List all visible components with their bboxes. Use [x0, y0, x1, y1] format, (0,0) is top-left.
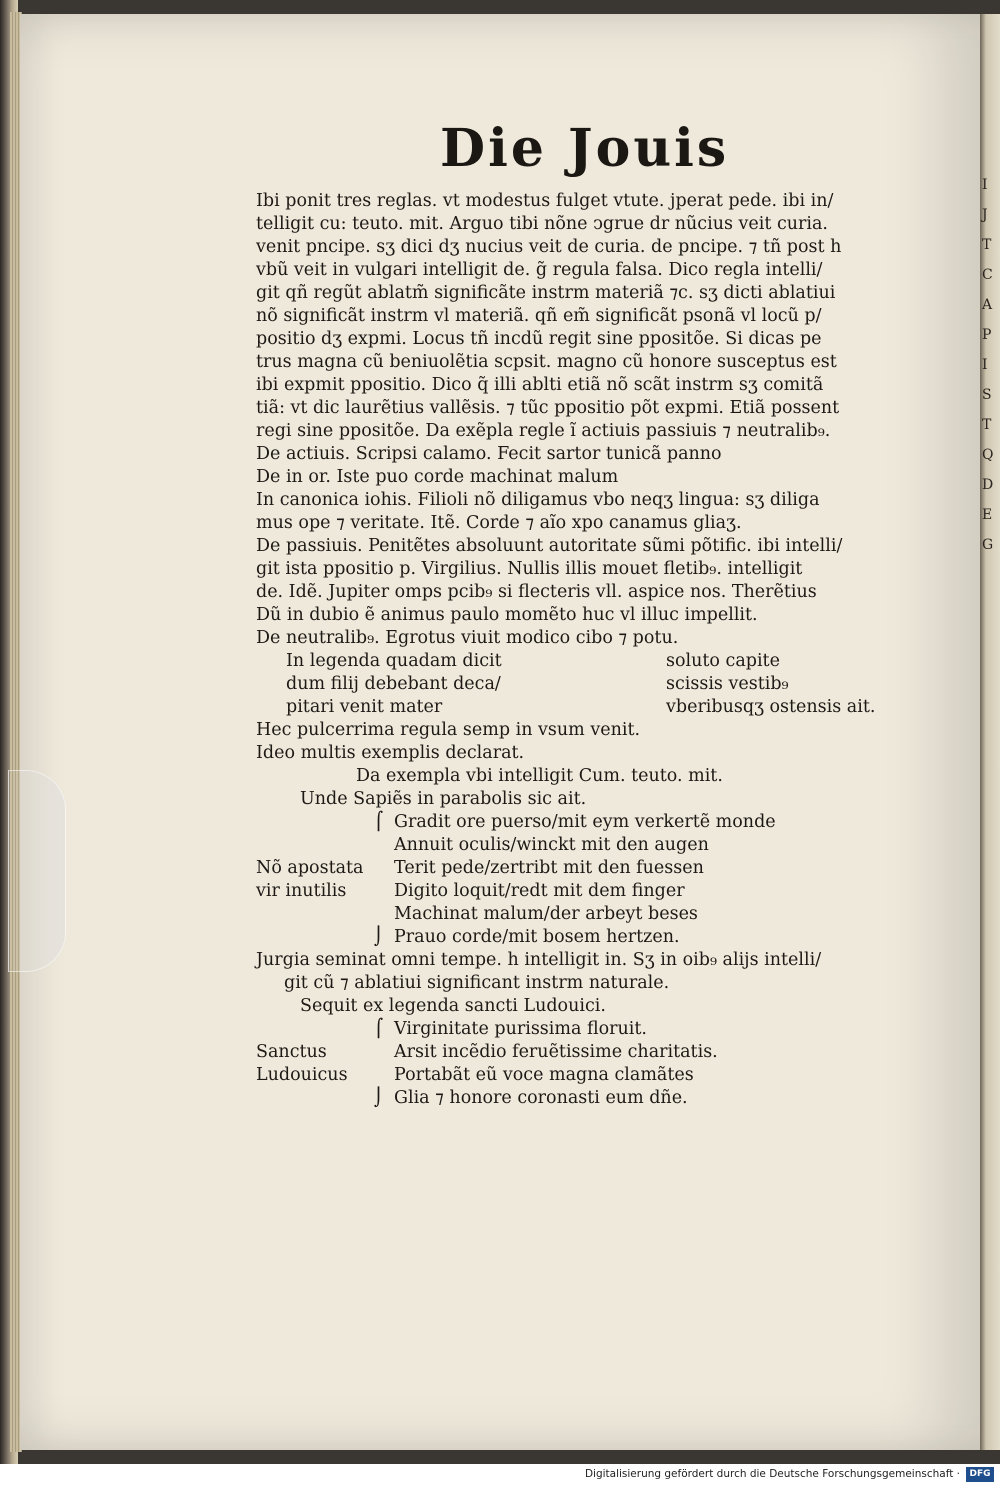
proverb-label: [256, 926, 374, 949]
text-line: De passiuis. Penitẽtes absoluunt autoritate sũmi põtific. ibi intelli/: [256, 536, 843, 556]
proverb-line: Annuit oculis/winckt mit den augen: [394, 835, 709, 855]
bracket-spacer: [374, 834, 394, 857]
text-line: Ideo multis exemplis declarat.: [256, 743, 525, 763]
proverb-label: [256, 811, 374, 834]
margin-glyph: P: [982, 327, 992, 343]
proverb-row: [256, 926, 956, 949]
text-line: Sequit ex legenda sancti Ludouici.: [300, 996, 606, 1016]
proverb-line: Terit pede/zertribt mit den fuessen: [394, 858, 704, 878]
text-line: Hec pulcerrima regula semp in vsum venit.: [256, 720, 641, 740]
margin-glyph: A: [982, 297, 993, 313]
text-line: trus magna cũ beniuolẽtia scpsit. magno cũ honore susceptus est: [256, 352, 837, 372]
bracket-spacer: [374, 1041, 394, 1064]
text-line: git qñ regũt ablatm̃ significãte instrm materiã ⁊c. sʒ dicti ablatiui: [256, 283, 836, 303]
text-line: git cũ ⁊ ablatiui significant instrm naturale.: [284, 973, 670, 993]
text-line: mus ope ⁊ veritate. Itẽ. Corde ⁊ aĩo xpo canamus gliaʒ.: [256, 513, 742, 533]
proverb-row: [256, 857, 956, 880]
text-line: de. Idẽ. Jupiter omps pcib₉ si flecteris vll. aspice nos. Therẽtius: [256, 582, 817, 602]
text-line: git ista ppositio p. Virgilius. Nullis illis mouet fletib₉. intelligit: [256, 559, 803, 579]
margin-glyph: E: [982, 507, 993, 523]
main-text: [256, 190, 956, 1110]
proverb-row: [256, 903, 956, 926]
legend-left: dum filij debebant deca/: [286, 674, 501, 694]
bracket-icon: ⌡: [374, 1088, 384, 1108]
ludovicus-line: Virginitate purissima floruit.: [394, 1019, 647, 1039]
ludovicus-label: [256, 1087, 374, 1110]
bracket-icon: ⌠: [374, 812, 384, 832]
plastic-clip: [8, 770, 66, 972]
bracket-icon: ⌡: [374, 927, 384, 947]
legend-row: [256, 650, 956, 673]
text-line: vbũ veit in vulgari intelligit de. g̃ regula falsa. Dico regla intelli/: [256, 260, 823, 280]
text-line: Dũ in dubio ẽ animus paulo momẽto huc vl illuc impellit.: [256, 605, 758, 625]
text-line: tiã: vt dic laurẽtius vallẽsis. ⁊ tũc ppositio põt expmi. Etiã possent: [256, 398, 840, 418]
legend-left: In legenda quadam dicit: [286, 651, 502, 671]
ludovicus-line: Arsit incẽdio feruẽtissime charitatis.: [394, 1042, 718, 1062]
proverb-row: [256, 880, 956, 903]
legend-left: pitari venit mater: [286, 697, 443, 717]
ludovicus-row: [256, 1087, 956, 1110]
running-head: Die Jouis: [440, 118, 730, 179]
footer-credit: Digitalisierung gefördert durch die Deutsche Forschungsgemeinschaft ·: [584, 1468, 960, 1480]
text-line: De in or. Iste puo corde machinat malum: [256, 467, 619, 487]
margin-glyph: T: [982, 417, 992, 433]
proverb-label: [256, 903, 374, 926]
legend-row: [256, 696, 956, 719]
text-line: De neutralib₉. Egrotus viuit modico cibo ⁊ potu.: [256, 628, 679, 648]
ludovicus-row: [256, 1018, 956, 1041]
text-line: Unde Sapiẽs in parabolis sic ait.: [300, 789, 587, 809]
proverb-row: [256, 811, 956, 834]
margin-glyph: C: [982, 267, 993, 283]
ludovicus-line: Glia ⁊ honore coronasti eum dñe.: [394, 1088, 688, 1108]
margin-glyph: I: [982, 177, 988, 193]
ludovicus-row: [256, 1041, 956, 1064]
ludovicus-label: Ludouicus: [256, 1065, 348, 1085]
ludovicus-label: Sanctus: [256, 1042, 327, 1062]
text-line: Jurgia seminat omni tempe. h intelligit in. Sʒ in oib₉ alijs intelli/: [256, 950, 822, 970]
margin-glyph: D: [982, 477, 994, 493]
legend-row: [256, 673, 956, 696]
proverb-line: Gradit ore puerso/mit eym verkertẽ monde: [394, 812, 776, 832]
ludovicus-row: [256, 1064, 956, 1087]
text-line: Ibi ponit tres reglas. vt modestus fulget vtute. jperat pede. ibi in/: [256, 191, 834, 211]
text-line: telligit cu: teuto. mit. Arguo tibi nõne ↄgrue dr nũcius veit curia.: [256, 214, 828, 234]
margin-glyph: Q: [982, 447, 994, 463]
proverb-line: Machinat malum/der arbeyt beses: [394, 904, 698, 924]
ludovicus-label: [256, 1018, 374, 1041]
facing-page-margin: [982, 170, 1000, 560]
proverb-label: vir inutilis: [256, 881, 347, 901]
text-line: De actiuis. Scripsi calamo. Fecit sartor tunicã panno: [256, 444, 722, 464]
proverb-label: [256, 834, 374, 857]
margin-glyph: T: [982, 237, 992, 253]
bracket-icon: ⌠: [374, 1019, 384, 1039]
margin-glyph: I: [982, 357, 988, 373]
dfg-logo-icon[interactable]: DFG: [966, 1467, 994, 1482]
proverb-label: Nõ apostata: [256, 858, 364, 878]
text-line: ibi expmit ppositio. Dico q̃ illi ablti etiã nõ scãt instrm sʒ comitã: [256, 375, 824, 395]
text-line: venit pncipe. sʒ dici dʒ nucius veit de curia. de pncipe. ⁊ tñ post h: [256, 237, 842, 257]
margin-glyph: G: [982, 537, 994, 553]
footer-bar: [0, 1464, 1000, 1486]
text-line: In canonica iohis. Filioli nõ diligamus vbo neqʒ lingua: sʒ diliga: [256, 490, 820, 510]
bracket-spacer: [374, 880, 394, 903]
margin-glyph: J: [982, 207, 988, 223]
bracket-spacer: [374, 857, 394, 880]
margin-glyph: S: [982, 387, 992, 403]
text-line: nõ significãt instrm vl materiã. qñ em̃ significãt psonã vl locũ p/: [256, 306, 822, 326]
legend-right: soluto capite: [666, 651, 780, 671]
proverb-line: Digito loquit/redt mit dem finger: [394, 881, 685, 901]
legend-right: vberibusqʒ ostensis ait.: [666, 697, 876, 717]
bracket-spacer: [374, 903, 394, 926]
proverb-row: [256, 834, 956, 857]
bracket-spacer: [374, 1064, 394, 1087]
ludovicus-line: Portabãt eũ voce magna clamãtes: [394, 1065, 694, 1085]
proverb-line: Prauo corde/mit bosem hertzen.: [394, 927, 680, 947]
text-line: positio dʒ expmi. Locus tñ incdũ regit sine ppositõe. Si dicas pe: [256, 329, 822, 349]
legend-right: scissis vestib₉: [666, 674, 789, 694]
text-line: regi sine ppositõe. Da exẽpla regle ĩ actiuis passiuis ⁊ neutralib₉.: [256, 421, 831, 441]
text-line: Da exempla vbi intelligit Cum. teuto. mit.: [356, 766, 723, 786]
